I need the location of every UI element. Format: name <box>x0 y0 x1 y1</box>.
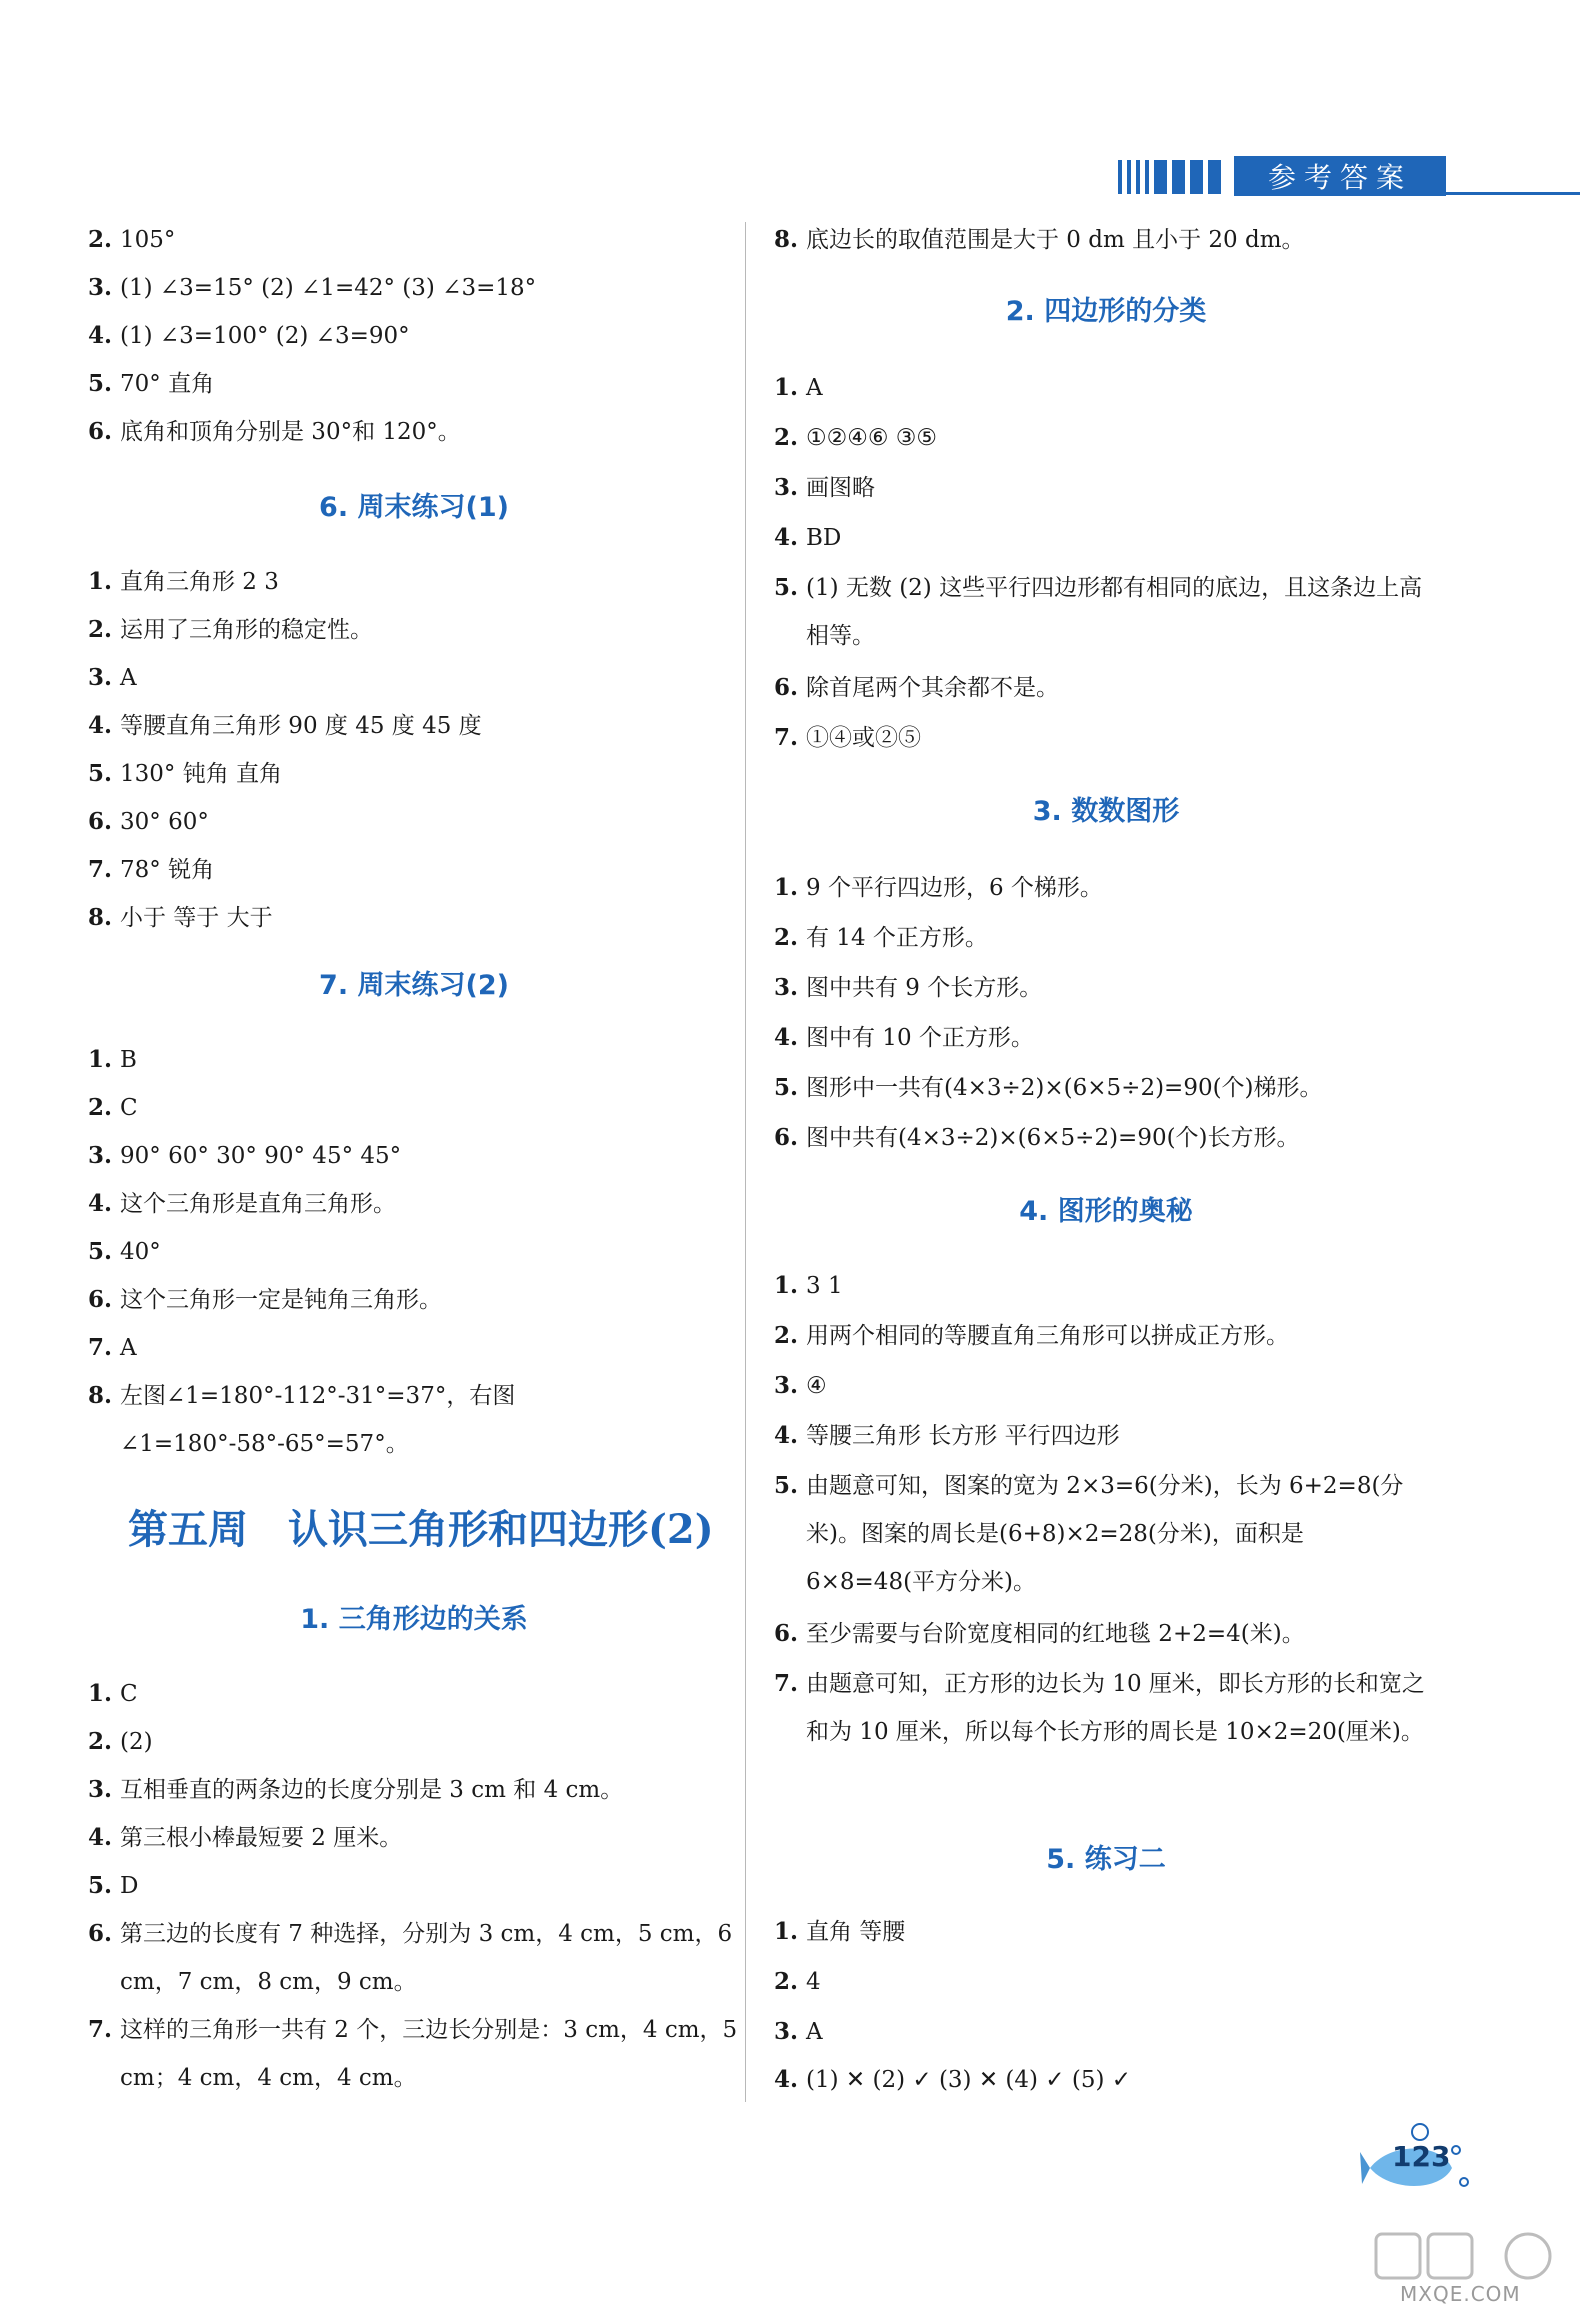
watermark-text: MXQE.COM <box>1400 2282 1521 2306</box>
section-title: 1. 三角形边的关系 <box>300 1604 528 1635</box>
section-title: 3. 数数图形 <box>1032 796 1180 827</box>
week-heading: 第五周 认识三角形和四边形(2) <box>128 1506 714 1553</box>
column-divider <box>745 222 746 2102</box>
section-title: 4. 图形的奥秘 <box>1019 1196 1193 1227</box>
header-answer-label: 参考答案 <box>1234 156 1446 196</box>
header-rule <box>1446 192 1580 195</box>
section-title: 5. 练习二 <box>1046 1844 1166 1875</box>
section-title: 7. 周末练习(2) <box>319 970 509 1001</box>
header-decoration-bars <box>1118 160 1221 194</box>
page-number: 123 <box>1392 2140 1451 2173</box>
section-title: 6. 周末练习(1) <box>319 492 509 523</box>
section-title: 2. 四边形的分类 <box>1005 296 1207 327</box>
